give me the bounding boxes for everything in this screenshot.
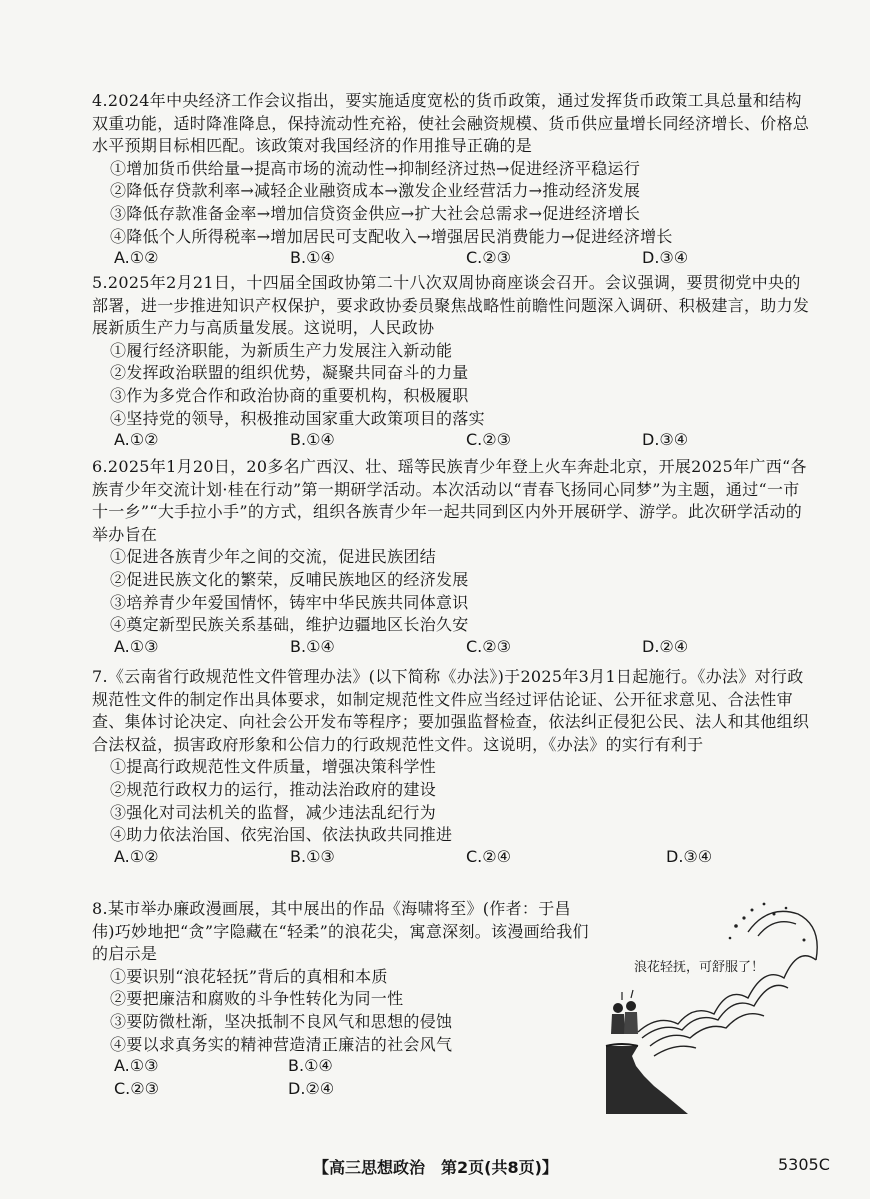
- choice-a[interactable]: A.①③: [114, 636, 159, 656]
- choice-b[interactable]: B.①④: [288, 1056, 333, 1076]
- choice-a[interactable]: A.①②: [114, 248, 159, 268]
- question-4: [92, 90, 812, 270]
- choice-d[interactable]: D.③④: [642, 248, 689, 268]
- option-3: ③要防微杜渐，坚决抵制不良风气和思想的侵蚀: [110, 1011, 453, 1031]
- answer-choices: [114, 637, 812, 659]
- answer-choices: [114, 430, 812, 452]
- cartoon-caption: 浪花轻抚，可舒服了！: [634, 960, 765, 975]
- choice-a[interactable]: A.①③: [114, 1056, 159, 1076]
- spray-dots: [729, 903, 806, 942]
- choice-b[interactable]: B.①④: [290, 430, 335, 450]
- wave-lines: [638, 911, 817, 1056]
- option-4: ④坚持党的领导，积极推动国家重大政策项目的落实: [110, 408, 485, 428]
- option-1: ①提高行政规范性文件质量，增强决策科学性: [110, 757, 437, 777]
- answer-choices: [114, 847, 812, 869]
- question-stem: 8.某市举办廉政漫画展，其中展出的作品《海啸将至》(作者：于昌伟)巧妙地把“贪”字隐藏在“轻柔”的浪花尖，寓意深刻。该漫画给我们的启示是: [92, 899, 589, 964]
- choice-a[interactable]: A.①②: [114, 430, 159, 450]
- option-1: ①履行经济职能，为新质生产力发展注入新动能: [110, 340, 453, 360]
- option-4: ④降低个人所得税率→增加居民可支配收入→增强居民消费能力→促进经济增长: [110, 226, 673, 246]
- choice-b[interactable]: B.①③: [290, 846, 335, 866]
- option-4: ④奠定新型民族关系基础，维护边疆地区长治久安: [110, 615, 469, 635]
- choice-c[interactable]: C.②③: [466, 430, 511, 450]
- choice-d[interactable]: D.②④: [642, 636, 689, 656]
- question-5: [92, 272, 812, 452]
- footer-code: 5305C: [778, 1155, 830, 1174]
- option-2: ②发挥政治联盟的组织优势，凝聚共同奋斗的力量: [110, 363, 469, 383]
- figures-icon: [611, 990, 638, 1034]
- footer-title: 【高三思想政治 第2页(共8页)】: [313, 1158, 558, 1177]
- option-2: ②促进民族文化的繁荣，反哺民族地区的经济发展: [110, 569, 469, 589]
- option-4: ④要以求真务实的精神营造清正廉洁的社会风气: [110, 1034, 453, 1054]
- question-7: [92, 666, 812, 869]
- question-stem: 6.2025年1月20日，20多名广西汉、壮、瑶等民族青少年登上火车奔赴北京，开展2025年广西“各族青少年交流计划·桂在行动”第一期研学活动。本次活动以“青春飞扬同心同梦”为主题，通过“一市十一乡”“大手拉小手”的方式，组织各族青少年一起共同到区内外开展研学、游学。此次研学活动的举办旨在: [92, 457, 807, 544]
- option-3: ③强化对司法机关的监督，减少违法乱纪行为: [110, 802, 437, 822]
- answer-choices: [114, 248, 812, 270]
- choice-d[interactable]: D.③④: [666, 846, 713, 866]
- option-3: ③培养青少年爱国情怀，铸牢中华民族共同体意识: [110, 592, 469, 612]
- choice-c[interactable]: C.②④: [466, 846, 511, 866]
- choice-b[interactable]: B.①④: [290, 636, 335, 656]
- choice-d[interactable]: D.②④: [288, 1079, 335, 1099]
- option-2: ②要把廉洁和腐败的斗争性转化为同一性: [110, 989, 404, 1009]
- option-1: ①要识别“浪花轻抚”背后的真相和本质: [110, 966, 388, 986]
- question-stem: 7.《云南省行政规范性文件管理办法》(以下简称《办法》)于2025年3月1日起施行。《办法》对行政规范性文件的制定作出具体要求，如制定规范性文件应当经过评估论证、公开征求意见、合法性审查、集体讨论决定、向社会公开发布等程序；要加强监督检查，依法纠正侵犯公民、法人和其他组织合法权益，损害政府形象和公信力的行政规范性文件。这说明，《办法》的实行有利于: [92, 667, 810, 754]
- option-3: ③作为多党合作和政治协商的重要机构，积极履职: [110, 385, 469, 405]
- option-1: ①增加货币供给量→提高市场的流动性→抑制经济过热→促进经济平稳运行: [110, 158, 641, 178]
- option-4: ④助力依法治国、依宪治国、依法执政共同推进: [110, 825, 453, 845]
- choice-c[interactable]: C.②③: [466, 248, 511, 268]
- choice-d[interactable]: D.③④: [642, 430, 689, 450]
- cliff-shape: [606, 1046, 688, 1114]
- question-stem: 5.2025年2月21日，十四届全国政协第二十八次双周协商座谈会召开。会议强调，要贯彻党中央的部署，进一步推进知识产权保护，要求政协委员聚焦战略性前瞻性问题深入调研、积极建言，助力发展新质生产力与高质量发展。这说明，人民政协: [92, 273, 810, 338]
- option-1: ①促进各族青少年之间的交流，促进民族团结: [110, 547, 437, 567]
- question-6: [92, 456, 812, 659]
- option-3: ③降低存款准备金率→增加信贷资金供应→扩大社会总需求→促进经济增长: [110, 203, 641, 223]
- option-2: ②降低存贷款利率→减轻企业融资成本→激发企业经营活力→推动经济发展: [110, 181, 641, 201]
- choice-b[interactable]: B.①④: [290, 248, 335, 268]
- choice-c[interactable]: C.②③: [114, 1079, 159, 1099]
- option-2: ②规范行政权力的运行，推动法治政府的建设: [110, 779, 437, 799]
- choice-c[interactable]: C.②③: [466, 636, 511, 656]
- question-stem: 4.2024年中央经济工作会议指出，要实施适度宽松的货币政策，通过发挥货币政策工具总量和结构双重功能，适时降准降息，保持流动性充裕，使社会融资规模、货币供应量增长同经济增长、价格总水平预期目标相匹配。该政策对我国经济的作用推导正确的是: [92, 91, 810, 156]
- choice-a[interactable]: A.①②: [114, 846, 159, 866]
- cartoon-illustration: [598, 896, 828, 1116]
